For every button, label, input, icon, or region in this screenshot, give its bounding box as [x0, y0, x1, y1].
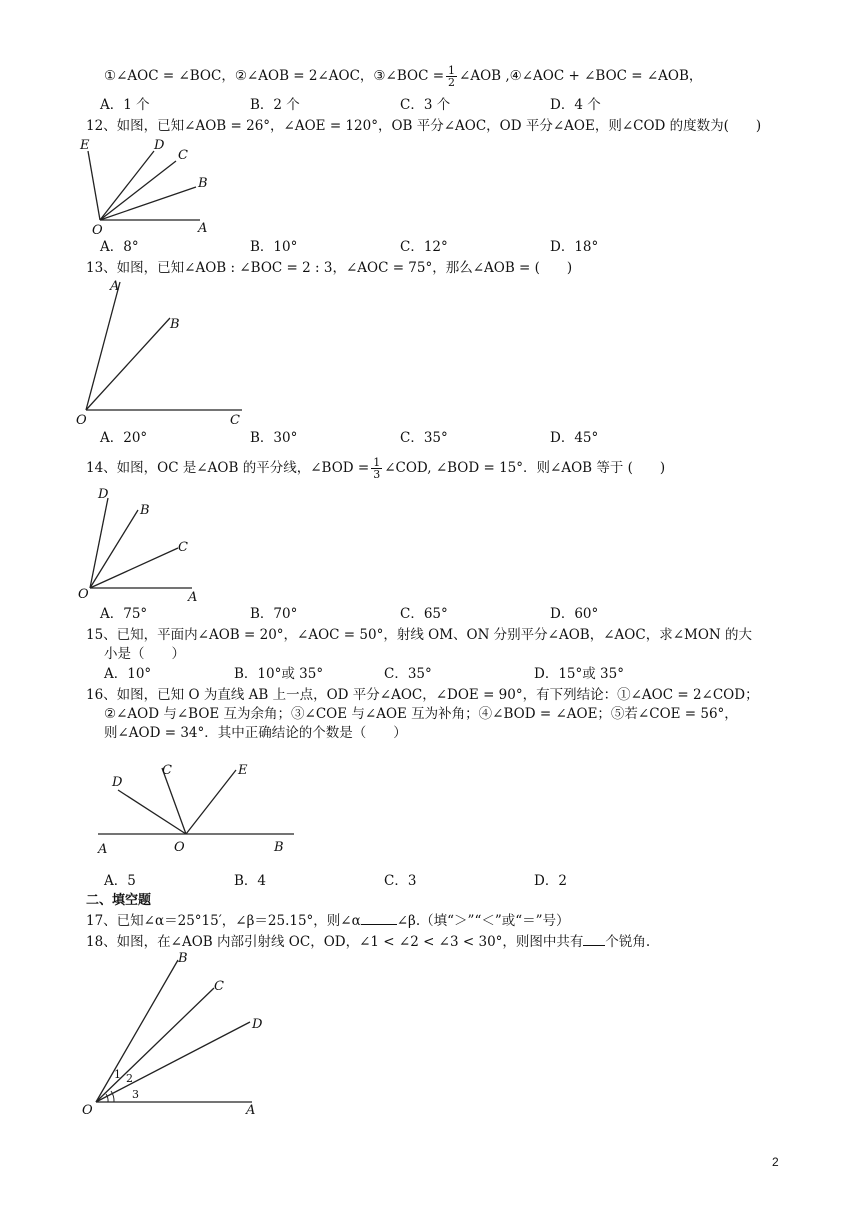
option-a: A．20° [100, 430, 148, 446]
q16-figure [94, 756, 304, 860]
label-a: A [188, 590, 198, 605]
option-b: B．30° [250, 430, 298, 446]
q14-text-part2: ∠COD, ∠BOD = 15°．则∠AOB 等于 ( ) [384, 460, 666, 476]
q13-text: 13、如图，已知∠AOB : ∠BOC = 2 : 3，∠AOC = 75°，那么∠AOB = ( ) [86, 260, 573, 276]
label-e: E [238, 763, 248, 778]
q18-figure [74, 948, 274, 1118]
label-a: A [246, 1103, 256, 1118]
label-o: O [76, 413, 87, 428]
q16-options [104, 872, 784, 890]
q11-statements [104, 65, 702, 88]
q15-text-line2: 小是（ ） [104, 646, 185, 662]
q15-text-line1: 15、已知，平面内∠AOB = 20°，∠AOC = 50°，射线 OM、ON 分别平分∠AOB，∠AOC，求∠MON 的大 [86, 627, 752, 643]
q12-options [100, 238, 780, 256]
label-d: D [112, 775, 123, 790]
option-d: D．4 个 [550, 97, 601, 113]
label-d: D [98, 487, 109, 502]
q13-figure [74, 276, 254, 428]
label-o: O [174, 840, 185, 855]
q14-figure [74, 484, 204, 604]
label-o: O [92, 223, 103, 238]
option-d: D．60° [550, 606, 599, 622]
q15-options [104, 665, 784, 683]
label-a: A [98, 842, 108, 857]
label-b: B [178, 951, 188, 966]
fraction-one-half: $\frac{1}{2}$ [448, 64, 456, 89]
q14-text-part1: 14、如图，OC 是∠AOB 的平分线，∠BOD = [86, 460, 370, 476]
option-a: A．10° [104, 666, 152, 682]
option-c: C．3 [384, 873, 417, 889]
option-c: C．35° [384, 666, 432, 682]
q14-options [100, 605, 780, 623]
label-o: O [78, 587, 89, 602]
label-a: A [110, 279, 120, 294]
q11-statement-part2: ∠AOB ,④∠AOC + ∠BOC = ∠AOB， [459, 68, 703, 84]
q12-figure [70, 135, 220, 238]
q17-text [86, 911, 570, 930]
q12-text: 12、如图，已知∠AOB = 26°，∠AOE = 120°，OB 平分∠AOC，OD 平分∠AOE，则∠COD 的度数为( ) [86, 118, 762, 134]
option-c: C．3 个 [400, 97, 451, 113]
option-b: B．70° [250, 606, 298, 622]
option-c: C．65° [400, 606, 448, 622]
q13-options [100, 429, 780, 447]
label-a: A [198, 221, 208, 236]
label-c: C [162, 763, 172, 778]
q17-text-part1: 17、已知∠α＝25°15′，∠β＝25.15°，则∠α [86, 913, 361, 929]
q16-text-line3: 则∠AOD = 34°．其中正确结论的个数是（ ） [104, 725, 407, 741]
q11-options [100, 96, 780, 114]
q16-text-line2: ②∠AOD 与∠BOE 互为余角；③∠COE 与∠AOE 互为补角；④∠BOD = ∠AOE；⑤若∠COE = 56°， [104, 706, 738, 722]
page-number: 2 [772, 1155, 779, 1169]
label-c: C [230, 413, 240, 428]
q17-text-part2: ∠β.（填“＞”“＜”或“＝”号） [396, 913, 570, 929]
label-e: E [80, 138, 90, 153]
q11-statement-part1: ①∠AOC = ∠BOC，②∠AOB = 2∠AOC，③∠BOC = [104, 68, 445, 84]
answer-blank[interactable] [583, 932, 605, 946]
angle-label-2: 2 [126, 1072, 133, 1085]
option-a: A．8° [100, 239, 139, 255]
label-b: B [170, 317, 180, 332]
label-c: C [214, 979, 224, 994]
option-a: A．5 [104, 873, 136, 889]
q18-text-part2: 个锐角. [605, 934, 651, 950]
option-b: B．4 [234, 873, 267, 889]
label-b: B [140, 503, 150, 518]
label-c: C [178, 540, 188, 555]
label-c: C [178, 148, 188, 163]
q16-text-line1: 16、如图，已知 O 为直线 AB 上一点，OD 平分∠AOC，∠DOE = 90°，有下列结论：①∠AOC = 2∠COD； [86, 687, 759, 703]
option-d: D．2 [534, 873, 567, 889]
answer-blank[interactable] [361, 911, 397, 925]
option-c: C．35° [400, 430, 448, 446]
option-b: B．2 个 [250, 97, 300, 113]
option-b: B．10° [250, 239, 298, 255]
label-d: D [154, 138, 165, 153]
fraction-one-third: $\frac{1}{3}$ [373, 456, 381, 481]
option-a: A．1 个 [100, 97, 150, 113]
option-a: A．75° [100, 606, 148, 622]
option-d: D．45° [550, 430, 599, 446]
option-d: D．18° [550, 239, 599, 255]
label-b: B [198, 176, 208, 191]
option-d: D．15°或 35° [534, 666, 624, 682]
angle-label-1: 1 [114, 1068, 121, 1081]
option-c: C．12° [400, 239, 448, 255]
label-o: O [82, 1103, 93, 1118]
q18-text-part1: 18、如图，在∠AOB 内部引射线 OC，OD，∠1 < ∠2 < ∠3 < 30°，则图中共有 [86, 934, 584, 950]
label-d: D [252, 1017, 263, 1032]
label-b: B [274, 840, 284, 855]
section-heading: 二、填空题 [86, 893, 152, 908]
angle-label-3: 3 [132, 1088, 139, 1101]
option-b: B．10°或 35° [234, 666, 324, 682]
q14-text [86, 457, 665, 480]
